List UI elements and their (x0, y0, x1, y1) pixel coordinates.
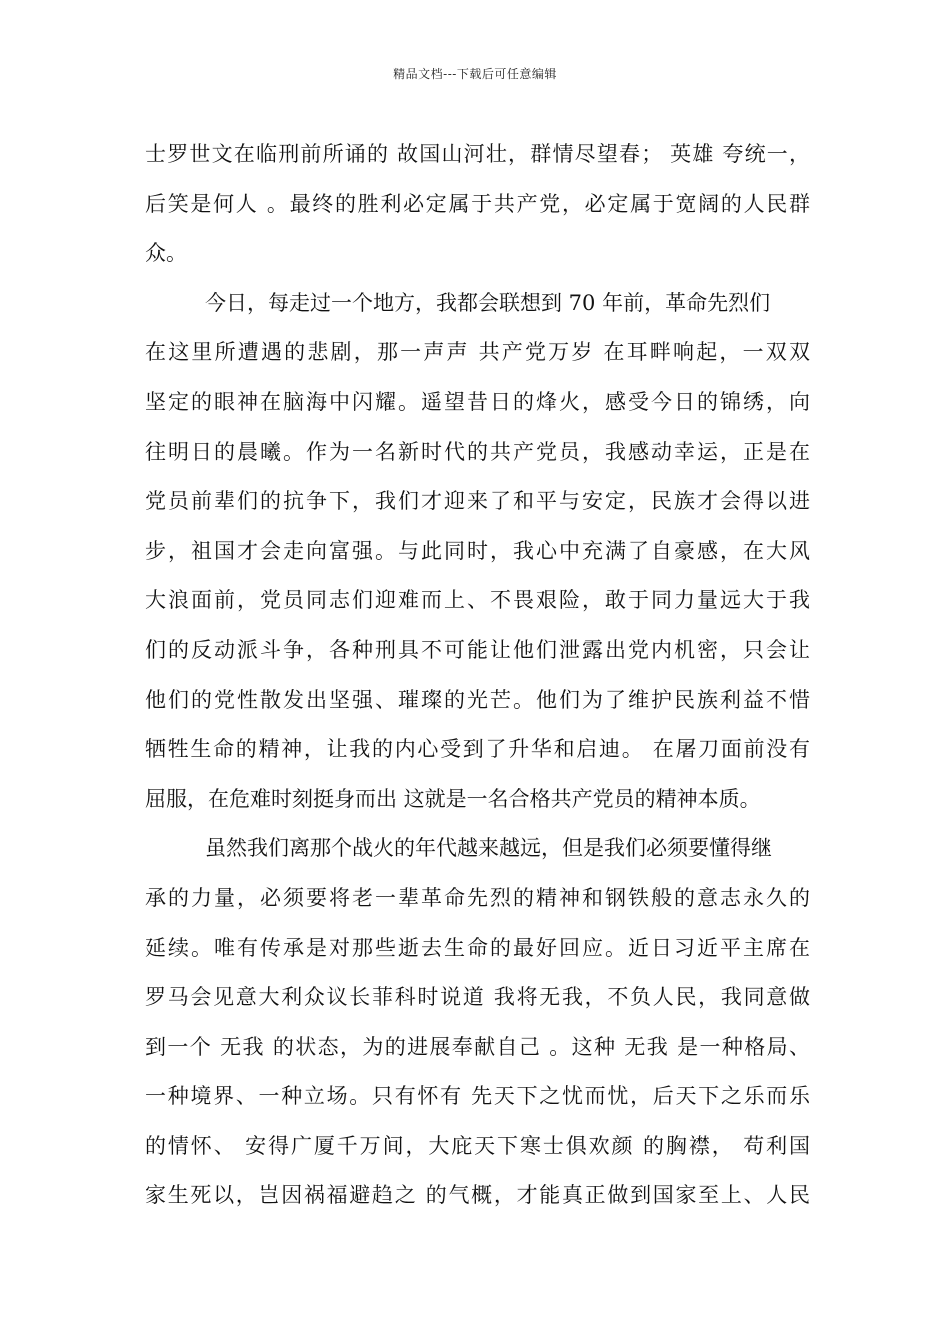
text-line: 屈服，在危难时刻挺身而出 这就是一名合格共产党员的精神本质。 (145, 786, 761, 811)
text-line: 虽然我们离那个战火的年代越来越远，但是我们必须要懂得继 (205, 836, 772, 861)
page-header: 精品文档---下载后可任意编辑 (393, 67, 557, 81)
text-line: 党员前辈们的抗争下，我们才迎来了和平与安定，民族才会得以进 (145, 489, 810, 514)
text-line: 众。 (145, 241, 187, 266)
text-line: 的情怀、 安得广厦千万间，大庇天下寒士俱欢颜 的胸襟， 苟利国 (145, 1133, 810, 1158)
body-text (145, 130, 810, 1221)
text-line: 士罗世文在临刑前所诵的 故国山河壮，群情尽望春； 英雄 夸统一， (145, 142, 810, 166)
text-line: 承的力量，必须要将老一辈革命先烈的精神和钢铁般的意志永久的 (145, 885, 810, 910)
text-line: 今日，每走过一个地方，我都会联想到 70 年前，革命先烈们 (205, 290, 771, 315)
text-line: 大浪面前，党员同志们迎难而上、不畏艰险，敢于同力量远大于我 (145, 588, 810, 613)
text-line: 坚定的眼神在脑海中闪耀。遥望昔日的烽火，感受今日的锦绣，向 (145, 389, 810, 414)
text-line: 在这里所遭遇的悲剧，那一声声 共产党万岁 在耳畔响起，一双双 (145, 340, 810, 365)
text-line: 延续。唯有传承是对那些逝去生命的最好回应。近日习近平主席在 (145, 935, 810, 960)
text-line: 牺牲生命的精神，让我的内心受到了升华和启迪。 在屠刀面前没有 (145, 737, 810, 762)
text-line: 到一个 无我 的状态，为的进展奉献自己 。这种 无我 是一种格局、 (145, 1034, 810, 1059)
text-line: 们的反动派斗争，各种刑具不可能让他们泄露出党内机密，只会让 (145, 637, 810, 662)
text-line: 家生死以，岂因祸福避趋之 的气概，才能真正做到国家至上、人民 (145, 1183, 810, 1208)
text-line: 往明日的晨曦。作为一名新时代的共产党员，我感动幸运，正是在 (145, 439, 810, 464)
text-line: 一种境界、一种立场。只有怀有 先天下之忧而忧，后天下之乐而乐 (145, 1084, 810, 1109)
text-line: 后笑是何人 。最终的胜利必定属于共产党，必定属于宽阔的人民群 (145, 191, 810, 216)
text-line: 他们的党性散发出坚强、璀璨的光芒。他们为了维护民族利益不惜 (145, 687, 810, 712)
text-line: 罗马会见意大利众议长菲科时说道 我将无我，不负人民，我同意做 (145, 985, 810, 1010)
text-line: 步，祖国才会走向富强。与此同时，我心中充满了自豪感，在大风 (145, 538, 810, 563)
